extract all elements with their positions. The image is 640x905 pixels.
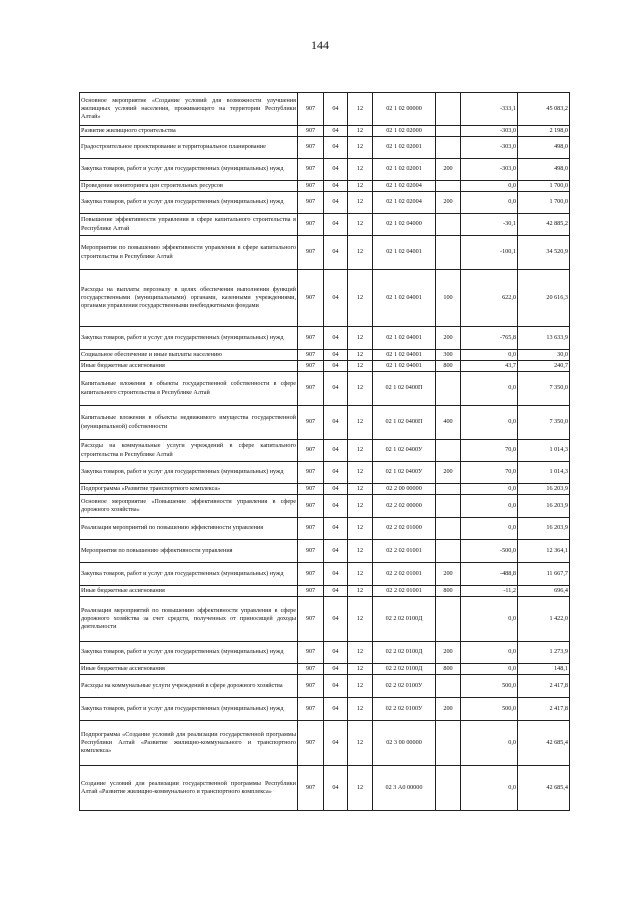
row-change-amount: 0,0 [461, 766, 518, 811]
row-pr-code: 12 [348, 406, 373, 440]
row-name: Закупка товаров, работ и услуг для государственных (муниципальных) нужд [80, 327, 298, 350]
row-total-amount: 16 203,9 [518, 495, 570, 518]
row-expense-type: 200 [436, 698, 461, 721]
row-total-amount: 1 014,3 [518, 440, 570, 462]
row-expense-type: 400 [436, 406, 461, 440]
table-row [80, 675, 570, 698]
row-expense-type [436, 372, 461, 406]
row-gr-code: 907 [298, 597, 324, 642]
row-target-code: 02 2 02 00000 [373, 495, 436, 518]
row-pr-code: 12 [348, 462, 373, 484]
table-row [80, 563, 570, 586]
row-total-amount: 148,1 [518, 664, 570, 675]
row-rz-code: 04 [324, 236, 348, 270]
row-gr-code: 907 [298, 518, 324, 540]
row-pr-code: 12 [348, 540, 373, 563]
table-row [80, 698, 570, 721]
row-gr-code: 907 [298, 159, 324, 181]
row-gr-code: 907 [298, 495, 324, 518]
row-pr-code: 12 [348, 372, 373, 406]
table-row [80, 766, 570, 811]
row-name: Развитие жилищного строительства [80, 126, 298, 137]
row-target-code: 02 1 02 02001 [373, 159, 436, 181]
row-change-amount: -100,1 [461, 236, 518, 270]
row-name: Основное мероприятие «Создание условий для возможности улучшения жилищных условий населения, проживающего на территории Республики Алтай» [80, 93, 298, 126]
row-change-amount: 0,0 [461, 372, 518, 406]
row-expense-type: 200 [436, 327, 461, 350]
row-total-amount: 240,7 [518, 361, 570, 372]
row-change-amount: 0,0 [461, 495, 518, 518]
row-gr-code: 907 [298, 270, 324, 327]
row-pr-code: 12 [348, 192, 373, 214]
row-pr-code: 12 [348, 484, 373, 495]
row-expense-type: 200 [436, 563, 461, 586]
row-pr-code: 12 [348, 597, 373, 642]
table-body [80, 93, 570, 811]
row-change-amount: 0,0 [461, 350, 518, 361]
row-change-amount: -303,0 [461, 159, 518, 181]
row-gr-code: 907 [298, 721, 324, 766]
row-gr-code: 907 [298, 126, 324, 137]
row-gr-code: 907 [298, 766, 324, 811]
row-gr-code: 907 [298, 540, 324, 563]
row-change-amount: -303,0 [461, 137, 518, 159]
row-change-amount: -333,1 [461, 93, 518, 126]
row-total-amount: 16 203,9 [518, 518, 570, 540]
row-rz-code: 04 [324, 518, 348, 540]
row-target-code: 02 2 02 0100У [373, 675, 436, 698]
row-expense-type [436, 236, 461, 270]
row-name: Повышение эффективности управления в сфере капитального строительства в Республике Алтай [80, 214, 298, 236]
row-gr-code: 907 [298, 664, 324, 675]
row-expense-type: 200 [436, 192, 461, 214]
row-pr-code: 12 [348, 518, 373, 540]
row-rz-code: 04 [324, 350, 348, 361]
table-row [80, 214, 570, 236]
row-change-amount: 500,0 [461, 675, 518, 698]
row-expense-type [436, 518, 461, 540]
table-row [80, 484, 570, 495]
row-target-code: 02 1 02 0400П [373, 406, 436, 440]
row-change-amount: 70,0 [461, 440, 518, 462]
row-change-amount: 622,0 [461, 270, 518, 327]
table-row [80, 181, 570, 192]
row-gr-code: 907 [298, 350, 324, 361]
row-change-amount: 0,0 [461, 642, 518, 664]
row-gr-code: 907 [298, 698, 324, 721]
row-total-amount: 34 520,9 [518, 236, 570, 270]
row-total-amount: 1 422,0 [518, 597, 570, 642]
row-change-amount: -30,1 [461, 214, 518, 236]
row-total-amount: 1 014,3 [518, 462, 570, 484]
row-name: Расходы на выплаты персоналу в целях обеспечения выполнения функций государственными (муниципальными) органами, казенными учреждениями, органами управления государственными внебюджетными фондами [80, 270, 298, 327]
row-change-amount: 43,7 [461, 361, 518, 372]
table-row [80, 327, 570, 350]
row-expense-type [436, 721, 461, 766]
row-name: Закупка товаров, работ и услуг для государственных (муниципальных) нужд [80, 192, 298, 214]
budget-table [79, 92, 570, 811]
row-expense-type: 300 [436, 350, 461, 361]
row-rz-code: 04 [324, 540, 348, 563]
row-target-code: 02 2 02 0100Д [373, 642, 436, 664]
row-total-amount: 42 685,4 [518, 766, 570, 811]
table-row [80, 462, 570, 484]
row-total-amount: 498,0 [518, 159, 570, 181]
table-row [80, 406, 570, 440]
row-gr-code: 907 [298, 181, 324, 192]
row-rz-code: 04 [324, 361, 348, 372]
table-row [80, 597, 570, 642]
row-rz-code: 04 [324, 126, 348, 137]
table-row [80, 159, 570, 181]
row-expense-type [436, 597, 461, 642]
row-total-amount: 7 350,0 [518, 406, 570, 440]
row-name: Подпрограмма «Развитие транспортного комплекса» [80, 484, 298, 495]
table-row [80, 440, 570, 462]
row-rz-code: 04 [324, 484, 348, 495]
row-target-code: 02 1 02 02004 [373, 181, 436, 192]
row-gr-code: 907 [298, 484, 324, 495]
row-expense-type [436, 137, 461, 159]
row-name: Основное мероприятие «Повышение эффективности управления в сфере дорожного хозяйства» [80, 495, 298, 518]
row-gr-code: 907 [298, 361, 324, 372]
row-change-amount: -303,0 [461, 126, 518, 137]
row-name: Иные бюджетные ассигнования [80, 586, 298, 597]
row-rz-code: 04 [324, 192, 348, 214]
row-total-amount: 2 417,8 [518, 675, 570, 698]
row-pr-code: 12 [348, 137, 373, 159]
row-rz-code: 04 [324, 406, 348, 440]
row-rz-code: 04 [324, 159, 348, 181]
row-name: Иные бюджетные ассигнования [80, 361, 298, 372]
row-target-code: 02 2 02 01000 [373, 518, 436, 540]
row-pr-code: 12 [348, 270, 373, 327]
row-expense-type: 100 [436, 270, 461, 327]
row-gr-code: 907 [298, 406, 324, 440]
row-total-amount: 42 685,4 [518, 721, 570, 766]
row-rz-code: 04 [324, 495, 348, 518]
row-name: Капитальные вложения в объекты государственной собственности в сфере капитального строительства в Республике Алтай [80, 372, 298, 406]
row-gr-code: 907 [298, 462, 324, 484]
row-target-code: 02 1 02 02000 [373, 126, 436, 137]
row-total-amount: 1 700,0 [518, 192, 570, 214]
row-pr-code: 12 [348, 159, 373, 181]
row-total-amount: 30,0 [518, 350, 570, 361]
row-name: Градостроительное проектирование и территориальное планирование [80, 137, 298, 159]
row-name: Закупка товаров, работ и услуг для государственных (муниципальных) нужд [80, 563, 298, 586]
row-pr-code: 12 [348, 563, 373, 586]
row-rz-code: 04 [324, 214, 348, 236]
row-change-amount: 0,0 [461, 406, 518, 440]
row-target-code: 02 1 02 00000 [373, 93, 436, 126]
row-total-amount: 13 633,9 [518, 327, 570, 350]
row-gr-code: 907 [298, 93, 324, 126]
row-gr-code: 907 [298, 372, 324, 406]
row-expense-type [436, 181, 461, 192]
row-rz-code: 04 [324, 586, 348, 597]
row-target-code: 02 1 02 0400П [373, 372, 436, 406]
row-target-code: 02 2 02 0100Д [373, 664, 436, 675]
row-target-code: 02 2 02 01001 [373, 586, 436, 597]
row-total-amount: 1 273,9 [518, 642, 570, 664]
row-change-amount: 0,0 [461, 518, 518, 540]
row-name: Закупка товаров, работ и услуг для государственных (муниципальных) нужд [80, 159, 298, 181]
row-name: Социальное обеспечение и иные выплаты населению [80, 350, 298, 361]
row-expense-type [436, 675, 461, 698]
row-rz-code: 04 [324, 766, 348, 811]
row-pr-code: 12 [348, 236, 373, 270]
row-change-amount: 0,0 [461, 664, 518, 675]
row-target-code: 02 1 02 0400У [373, 440, 436, 462]
row-total-amount: 1 700,0 [518, 181, 570, 192]
table-row [80, 192, 570, 214]
row-expense-type: 800 [436, 664, 461, 675]
row-total-amount: 2 417,8 [518, 698, 570, 721]
row-pr-code: 12 [348, 181, 373, 192]
row-rz-code: 04 [324, 597, 348, 642]
table-row [80, 540, 570, 563]
row-gr-code: 907 [298, 642, 324, 664]
row-name: Закупка товаров, работ и услуг для государственных (муниципальных) нужд [80, 642, 298, 664]
row-total-amount: 2 198,0 [518, 126, 570, 137]
row-name: Мероприятия по повышению эффективности управления [80, 540, 298, 563]
row-name: Реализация мероприятий по повышению эффективности управления [80, 518, 298, 540]
row-change-amount: 0,0 [461, 181, 518, 192]
row-gr-code: 907 [298, 563, 324, 586]
row-pr-code: 12 [348, 327, 373, 350]
table-row [80, 270, 570, 327]
row-target-code: 02 1 02 04001 [373, 270, 436, 327]
row-rz-code: 04 [324, 721, 348, 766]
row-rz-code: 04 [324, 440, 348, 462]
row-rz-code: 04 [324, 372, 348, 406]
row-target-code: 02 1 02 02004 [373, 192, 436, 214]
row-name: Подпрограмма «Создание условий для реализации государственной программы Республики Алтай «Развитие жилищно-коммунального и транспортного комплекса» [80, 721, 298, 766]
row-rz-code: 04 [324, 675, 348, 698]
row-target-code: 02 1 02 02001 [373, 137, 436, 159]
row-total-amount: 7 350,0 [518, 372, 570, 406]
row-pr-code: 12 [348, 664, 373, 675]
row-change-amount: -488,8 [461, 563, 518, 586]
table-row [80, 126, 570, 137]
row-rz-code: 04 [324, 563, 348, 586]
row-pr-code: 12 [348, 440, 373, 462]
row-pr-code: 12 [348, 93, 373, 126]
table-row [80, 518, 570, 540]
row-rz-code: 04 [324, 664, 348, 675]
row-target-code: 02 2 02 0100Д [373, 597, 436, 642]
table-row [80, 495, 570, 518]
row-name: Реализация мероприятий по повышению эффективности управления в сфере дорожного хозяйства за счет средств, полученных от приносящей доходы деятельности [80, 597, 298, 642]
row-change-amount: 0,0 [461, 597, 518, 642]
table-row [80, 361, 570, 372]
row-total-amount: 11 667,7 [518, 563, 570, 586]
row-gr-code: 907 [298, 675, 324, 698]
row-expense-type [436, 540, 461, 563]
table-row [80, 372, 570, 406]
row-pr-code: 12 [348, 586, 373, 597]
row-expense-type: 200 [436, 462, 461, 484]
row-rz-code: 04 [324, 698, 348, 721]
row-pr-code: 12 [348, 642, 373, 664]
row-pr-code: 12 [348, 361, 373, 372]
row-pr-code: 12 [348, 721, 373, 766]
row-pr-code: 12 [348, 495, 373, 518]
row-expense-type: 800 [436, 361, 461, 372]
row-name: Иные бюджетные ассигнования [80, 664, 298, 675]
row-expense-type [436, 93, 461, 126]
row-pr-code: 12 [348, 698, 373, 721]
row-target-code: 02 2 00 00000 [373, 484, 436, 495]
row-pr-code: 12 [348, 675, 373, 698]
table-row [80, 350, 570, 361]
row-target-code: 02 3 А0 00000 [373, 766, 436, 811]
row-gr-code: 907 [298, 192, 324, 214]
row-target-code: 02 1 02 0400У [373, 462, 436, 484]
row-gr-code: 907 [298, 214, 324, 236]
row-gr-code: 907 [298, 440, 324, 462]
row-target-code: 02 1 02 04001 [373, 327, 436, 350]
row-target-code: 02 1 02 04001 [373, 350, 436, 361]
row-gr-code: 907 [298, 327, 324, 350]
row-name: Расходы на коммунальные услуги учреждений в сфере капитального строительства в Республике Алтай [80, 440, 298, 462]
row-rz-code: 04 [324, 327, 348, 350]
row-total-amount: 20 616,3 [518, 270, 570, 327]
row-target-code: 02 1 02 04001 [373, 361, 436, 372]
row-target-code: 02 2 02 01001 [373, 540, 436, 563]
row-target-code: 02 3 00 00000 [373, 721, 436, 766]
row-rz-code: 04 [324, 642, 348, 664]
row-gr-code: 907 [298, 236, 324, 270]
row-total-amount: 12 364,1 [518, 540, 570, 563]
table-row [80, 586, 570, 597]
row-change-amount: 0,0 [461, 192, 518, 214]
row-rz-code: 04 [324, 462, 348, 484]
row-expense-type [436, 126, 461, 137]
row-change-amount: -11,2 [461, 586, 518, 597]
row-target-code: 02 2 02 01001 [373, 563, 436, 586]
row-expense-type: 200 [436, 642, 461, 664]
row-pr-code: 12 [348, 126, 373, 137]
row-change-amount: -765,8 [461, 327, 518, 350]
row-name: Проведение мониторинга цен строительных ресурсов [80, 181, 298, 192]
row-rz-code: 04 [324, 137, 348, 159]
row-change-amount: 0,0 [461, 721, 518, 766]
page-number: 144 [311, 38, 329, 52]
row-pr-code: 12 [348, 350, 373, 361]
row-name: Мероприятия по повышению эффективности управления в сфере капитального строительства в Республике Алтай [80, 236, 298, 270]
table-row [80, 664, 570, 675]
row-total-amount: 696,4 [518, 586, 570, 597]
row-name: Расходы на коммунальные услуги учреждений в сфере дорожного хозяйства [80, 675, 298, 698]
row-rz-code: 04 [324, 93, 348, 126]
row-total-amount: 45 083,2 [518, 93, 570, 126]
row-target-code: 02 2 02 0100У [373, 698, 436, 721]
row-name: Капитальные вложения в объекты недвижимого имущества государственной (муниципальной) собственности [80, 406, 298, 440]
table-row [80, 642, 570, 664]
row-total-amount: 498,0 [518, 137, 570, 159]
row-total-amount: 42 885,2 [518, 214, 570, 236]
row-expense-type: 800 [436, 586, 461, 597]
row-total-amount: 16 203,9 [518, 484, 570, 495]
row-expense-type [436, 766, 461, 811]
row-target-code: 02 1 02 04001 [373, 236, 436, 270]
table-row [80, 721, 570, 766]
row-expense-type [436, 495, 461, 518]
row-name: Создание условий для реализации государственной программы Республики Алтай «Развитие жилищно-коммунального и транспортного комплекса» [80, 766, 298, 811]
row-pr-code: 12 [348, 766, 373, 811]
row-rz-code: 04 [324, 181, 348, 192]
row-expense-type [436, 484, 461, 495]
row-target-code: 02 1 02 04000 [373, 214, 436, 236]
row-expense-type [436, 214, 461, 236]
row-expense-type: 200 [436, 159, 461, 181]
table-row [80, 236, 570, 270]
row-name: Закупка товаров, работ и услуг для государственных (муниципальных) нужд [80, 462, 298, 484]
row-change-amount: 0,0 [461, 484, 518, 495]
row-gr-code: 907 [298, 586, 324, 597]
row-pr-code: 12 [348, 214, 373, 236]
row-rz-code: 04 [324, 270, 348, 327]
row-change-amount: 70,0 [461, 462, 518, 484]
row-change-amount: 500,0 [461, 698, 518, 721]
row-expense-type [436, 440, 461, 462]
row-gr-code: 907 [298, 137, 324, 159]
row-change-amount: -500,0 [461, 540, 518, 563]
table-row [80, 93, 570, 126]
row-name: Закупка товаров, работ и услуг для государственных (муниципальных) нужд [80, 698, 298, 721]
table-row [80, 137, 570, 159]
